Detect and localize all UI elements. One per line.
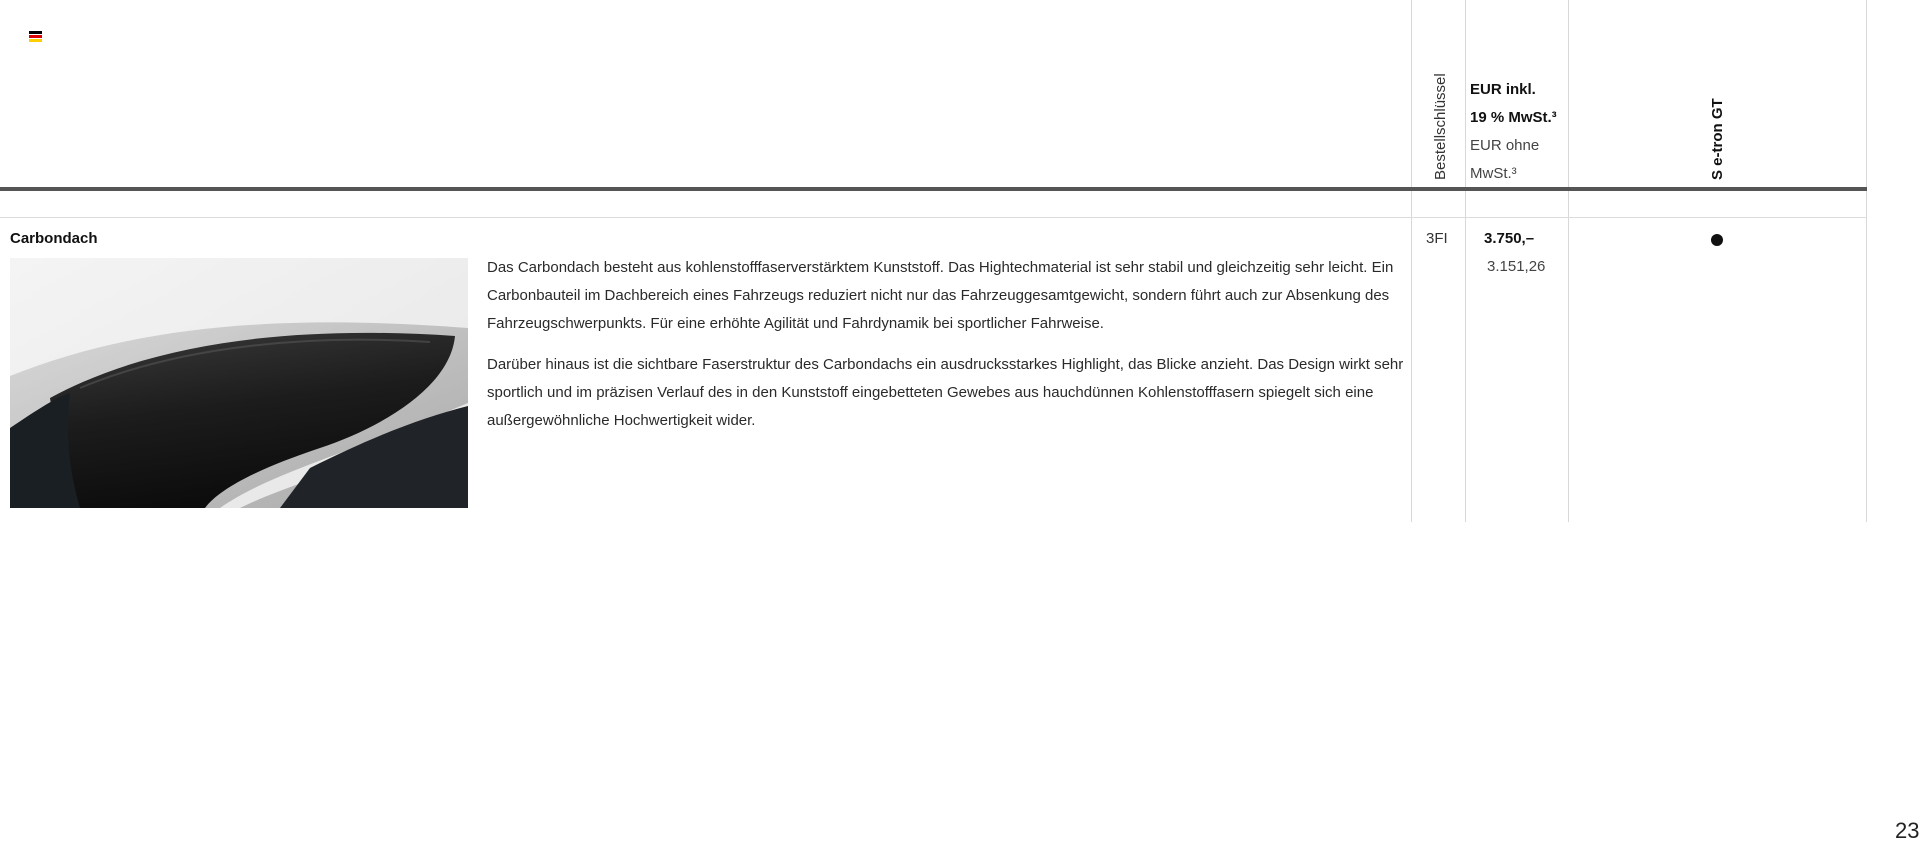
item-description (487, 254, 1407, 448)
header-divider (0, 187, 1867, 191)
price-net-header-line1: EUR ohne (1470, 137, 1540, 154)
standard-equipment-dot-icon (1711, 234, 1723, 246)
column-divider (1465, 0, 1466, 522)
carbon-roof-photo (10, 258, 468, 508)
column-divider (1411, 0, 1412, 522)
page-number: 23 (1895, 818, 1920, 843)
price-net-header-line2: MwSt.³ (1470, 165, 1517, 182)
item-title: Carbondach (10, 230, 98, 247)
german-flag-icon[interactable] (29, 31, 42, 43)
price-net: 3.151,26 (1487, 258, 1546, 275)
price-gross-header-line2: 19 % MwSt.³ (1470, 109, 1557, 126)
model-header: S e-tron GT (1709, 98, 1726, 180)
order-key-header: Bestellschlüssel (1432, 73, 1449, 180)
price-gross-header-line1: EUR inkl. (1470, 81, 1536, 98)
description-paragraph: Darüber hinaus ist die sichtbare Faserstruktur des Carbondachs ein ausdrucksstarkes Highlight, das Blicke anzieht. Das Design wirkt sehr sportlich und im präzisen Verlauf des in den Kunststoff eingebetteten Gewebes aus hauchdünnen Kohlenstofffasern spiegelt sich eine außergewöhnliche Hochwertigkeit wider. (487, 356, 1404, 429)
order-code: 3FI (1426, 230, 1448, 247)
price-header (1470, 76, 1570, 188)
price-gross: 3.750,– (1484, 230, 1535, 247)
column-divider (1866, 0, 1867, 522)
description-paragraph: Das Carbondach besteht aus kohlenstofffaserverstärktem Kunststoff. Das Hightechmaterial ist sehr stabil und gleichzeitig sehr leicht. Ein Carbonbauteil im Dachbereich eines Fahrzeugs reduziert nicht nur das Fahrzeuggesamtgewicht, sondern führt auch zur Absenkung des Fahrzeugschwerpunkts. Für eine erhöhte Agilität und Fahrdynamik bei sportlicher Fahrweise. (487, 259, 1394, 332)
row-divider (0, 217, 1867, 218)
